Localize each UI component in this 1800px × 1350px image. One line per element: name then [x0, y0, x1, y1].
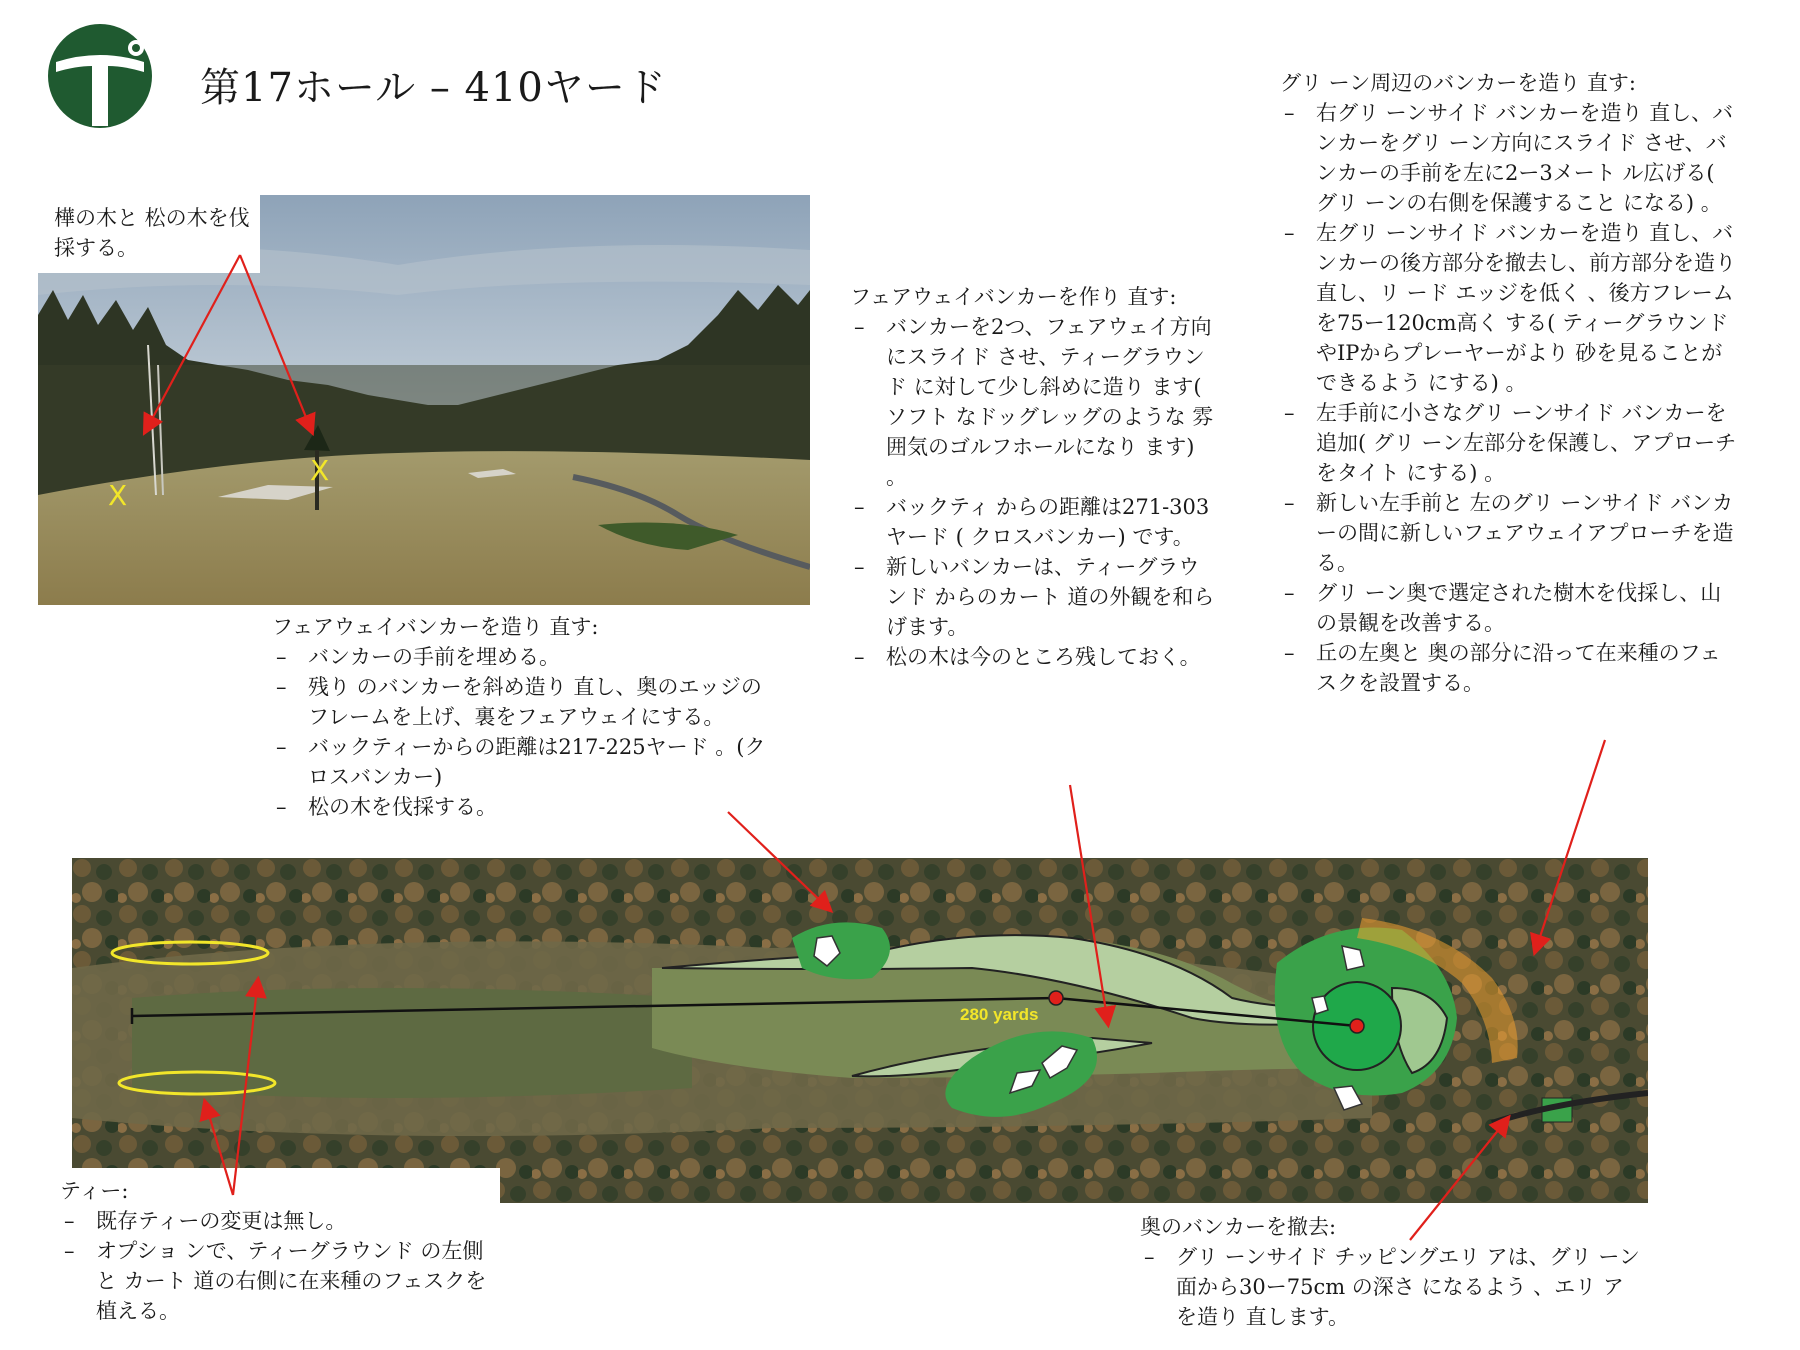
note-item: – バックティーからの距離は217-225ヤード 。(クロスバンカー) — [272, 732, 772, 792]
note-item: – グリ ーン奥で選定された樹木を伐採し、山の景観を改善する。 — [1280, 578, 1740, 638]
note-heading: グリ ーン周辺のバンカーを造り 直す: — [1280, 71, 1637, 95]
note-back-bunker — [1140, 1212, 1640, 1332]
note-item: – バンカーの手前を埋める。 — [272, 642, 772, 672]
note-item: – 左グリ ーンサイド バンカーを造り 直し、バンカーの後方部分を撤去し、前方部分を造り 直し、リ ード エッジを低く 、後方フレームを75ー120cm高く する( ティーグラウンド やIPからプレーヤーがより 砂を見ることができるよう にする) 。 — [1280, 218, 1740, 398]
club-logo — [46, 22, 154, 130]
note-heading: 奥のバンカーを撤去: — [1140, 1215, 1337, 1239]
note-item: – 丘の左奥と 奥の部分に沿って在来種のフェスクを設置する。 — [1280, 638, 1740, 698]
note-heading: ティー: — [60, 1179, 129, 1203]
note-green-bunkers — [1280, 68, 1740, 698]
distance-label: 280 yards — [960, 1005, 1039, 1024]
note-item: – 松の木は今のところ残しておく。 — [850, 642, 1220, 672]
note-item: – バンカーを2つ、フェアウェイ方向にスライド させ、ティーグラウンド に対して少し斜めに造り ます( ソフト なドッグレッグのような 雰囲気のゴルフホールになり ます) 。 — [850, 312, 1220, 492]
note-item: – 左手前に小さなグリ ーンサイド バンカーを追加( グリ ーン左部分を保護し、アプローチをタイト にする) 。 — [1280, 398, 1740, 488]
note-fairway-bunker-new — [850, 282, 1220, 672]
note-tee — [38, 1168, 500, 1350]
note-item: – 松の木を伐採する。 — [272, 792, 772, 822]
note-item: – 右グリ ーンサイド バンカーを造り 直し、バンカーをグリ ーン方向にスライド させ、バンカーの手前を左に2ー3メート ル広げる( グリ ーンの右側を保護すること になる) 。 — [1280, 98, 1740, 218]
note-heading: フェアウェイバンカーを作り 直す: — [850, 285, 1177, 309]
tree-marker-2 — [310, 454, 329, 487]
note-fairway-bunker-remake — [272, 612, 772, 822]
note-item: – グリ ーンサイド チッピングエリ アは、グリ ーン面から30ー75cm の深さ になるよう 、エリ アを造り 直します。 — [1140, 1242, 1640, 1332]
note-item: – バックティ からの距離は271-303ヤード ( クロスバンカー) です。 — [850, 492, 1220, 552]
note-item: – 既存ティーの変更は無し。 — [60, 1206, 500, 1236]
note-heading: フェアウェイバンカーを造り 直す: — [272, 615, 599, 639]
tree-marker-1 — [108, 479, 127, 512]
svg-text:X: X — [310, 454, 330, 487]
aerial-hole-map — [72, 858, 1648, 1203]
note-item: – 新しいバンカーは、ティーグラウンド からのカート 道の外観を和らげます。 — [850, 552, 1220, 642]
note-item: – 残り のバンカーを斜め造り 直し、奥のエッジのフレームを上げ、裏をフェアウェイにする。 — [272, 672, 772, 732]
svg-text:X: X — [108, 479, 128, 512]
photo-label: 樺の木と 松の木を伐採する。 — [38, 195, 260, 273]
note-item: – オプショ ンで、ティーグラウンド の左側と カート 道の右側に在来種のフェスクを植える。 — [60, 1236, 500, 1326]
page-title: 第17ホール – 410ヤード — [200, 65, 667, 111]
note-item: – 新しい左手前と 左のグリ ーンサイド バンカーの間に新しいフェアウェイアプローチを造る。 — [1280, 488, 1740, 578]
